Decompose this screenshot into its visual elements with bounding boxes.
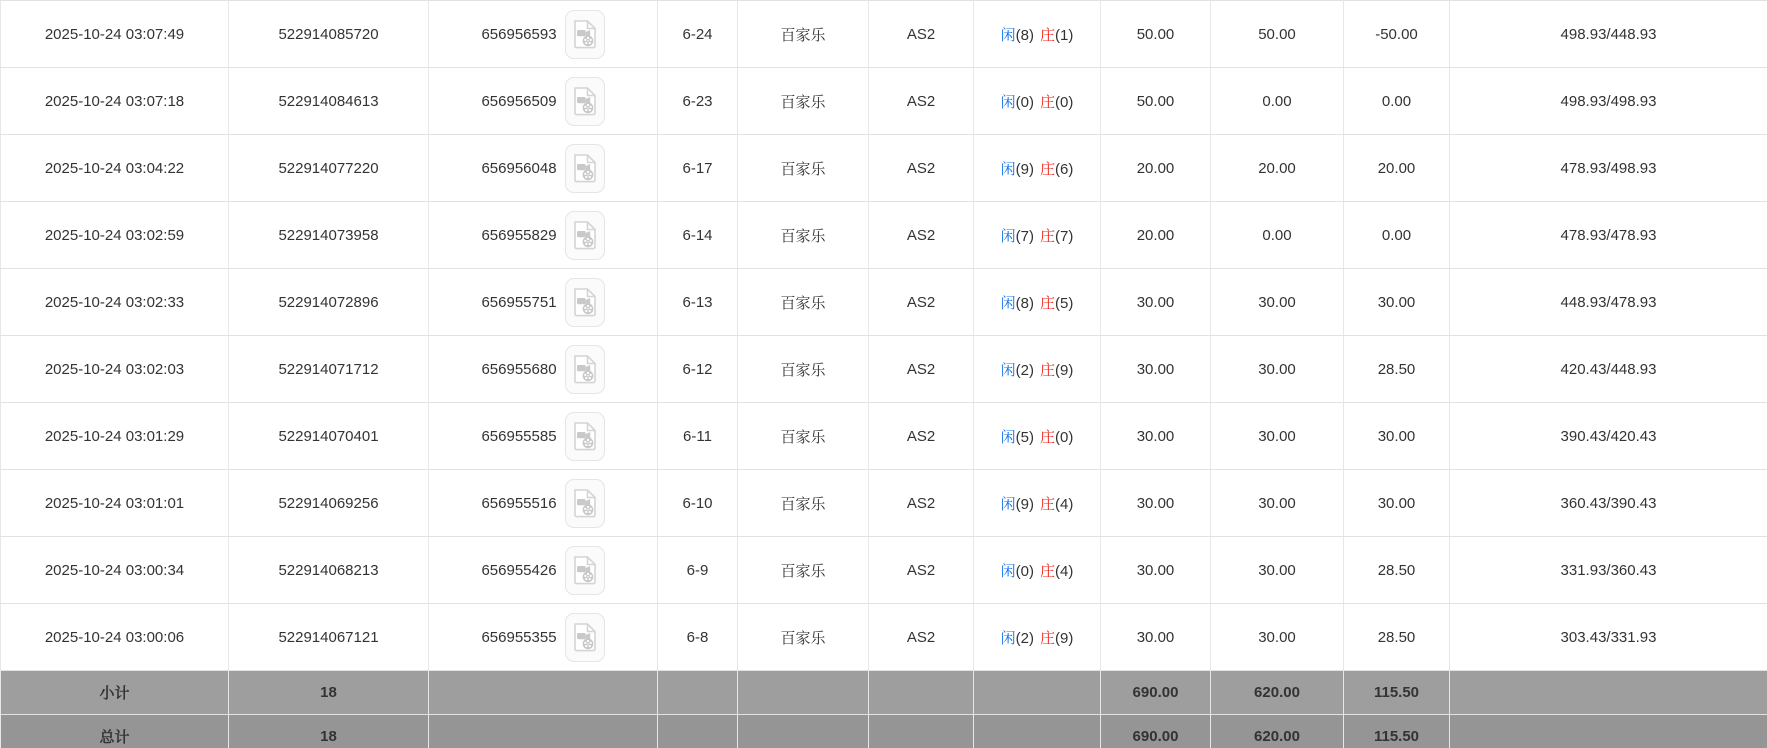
cell-balance: 420.43/448.93 [1450, 336, 1767, 403]
total-winloss: 115.50 [1344, 715, 1450, 748]
cell-result [974, 68, 1101, 135]
banker-result-points: (7) [1055, 227, 1074, 245]
cell-table-name: AS2 [869, 537, 974, 604]
player-result-label: 闲 [1000, 160, 1016, 178]
cell-game-number [429, 135, 658, 202]
cell-balance: 303.43/331.93 [1450, 604, 1767, 671]
player-result-label: 闲 [1000, 294, 1016, 312]
cell-win-loss: 20.00 [1344, 135, 1450, 202]
player-result-points: (2) [1015, 629, 1034, 647]
cell-bet-time: 2025-10-24 03:00:34 [1, 537, 229, 604]
cell-valid-amount: 50.00 [1211, 1, 1344, 68]
cell-result [974, 470, 1101, 537]
cell-win-loss: 0.00 [1344, 68, 1450, 135]
cell-valid-amount: 0.00 [1211, 68, 1344, 135]
cell-game-number [429, 269, 658, 336]
cell-round: 6-13 [658, 269, 738, 336]
cell-table-name: AS2 [869, 68, 974, 135]
video-replay-icon [572, 19, 598, 49]
game-number-text: 656955426 [481, 561, 557, 579]
cell-balance: 498.93/498.93 [1450, 68, 1767, 135]
video-replay-button[interactable] [565, 10, 605, 59]
video-replay-button[interactable] [565, 278, 605, 327]
cell-game-number [429, 1, 658, 68]
cell-order-number: 522914084613 [229, 68, 429, 135]
cell-result [974, 135, 1101, 202]
player-result-points: (2) [1015, 361, 1034, 379]
total-valid: 620.00 [1211, 715, 1344, 748]
video-replay-button[interactable] [565, 77, 605, 126]
cell-bet-amount: 30.00 [1101, 403, 1211, 470]
cell-game-type: 百家乐 [738, 604, 869, 671]
banker-result-points: (4) [1055, 562, 1074, 580]
video-replay-button[interactable] [565, 546, 605, 595]
total-count: 18 [229, 715, 429, 748]
cell-order-number: 522914073958 [229, 202, 429, 269]
cell-balance: 331.93/360.43 [1450, 537, 1767, 604]
cell-bet-amount: 50.00 [1101, 68, 1211, 135]
game-number-text: 656955829 [481, 226, 557, 244]
video-replay-icon [572, 86, 598, 116]
cell-game-type: 百家乐 [738, 336, 869, 403]
cell-game-number [429, 537, 658, 604]
video-replay-button[interactable] [565, 479, 605, 528]
cell-round: 6-24 [658, 1, 738, 68]
cell-table-name: AS2 [869, 604, 974, 671]
game-number-text: 656955355 [481, 628, 557, 646]
cell-order-number: 522914068213 [229, 537, 429, 604]
banker-result-points: (9) [1055, 361, 1074, 379]
cell-table-name: AS2 [869, 403, 974, 470]
records-tfoot [1, 671, 1767, 748]
banker-result-label: 庄 [1040, 294, 1056, 312]
game-number-text: 656956593 [481, 25, 557, 43]
video-replay-icon [572, 153, 598, 183]
total-empty-round [658, 715, 738, 748]
cell-win-loss: -50.00 [1344, 1, 1450, 68]
cell-win-loss: 28.50 [1344, 537, 1450, 604]
cell-bet-amount: 50.00 [1101, 1, 1211, 68]
cell-game-number [429, 336, 658, 403]
banker-result-points: (4) [1055, 495, 1074, 513]
cell-game-number [429, 403, 658, 470]
banker-result-label: 庄 [1040, 361, 1056, 379]
records-tbody [1, 1, 1767, 671]
cell-table-name: AS2 [869, 1, 974, 68]
video-replay-icon [572, 354, 598, 384]
cell-round: 6-10 [658, 470, 738, 537]
cell-round: 6-23 [658, 68, 738, 135]
cell-bet-amount: 30.00 [1101, 604, 1211, 671]
cell-game-type: 百家乐 [738, 537, 869, 604]
game-number-text: 656955585 [481, 427, 557, 445]
cell-table-name: AS2 [869, 269, 974, 336]
cell-order-number: 522914072896 [229, 269, 429, 336]
total-row [1, 715, 1767, 748]
video-replay-icon [572, 421, 598, 451]
cell-order-number: 522914070401 [229, 403, 429, 470]
player-result-points: (8) [1015, 26, 1034, 44]
cell-round: 6-8 [658, 604, 738, 671]
player-result-label: 闲 [1000, 26, 1016, 44]
subtotal-count: 18 [229, 671, 429, 715]
subtotal-empty-balance [1450, 671, 1767, 715]
table-row [1, 470, 1767, 537]
cell-valid-amount: 30.00 [1211, 403, 1344, 470]
cell-round: 6-17 [658, 135, 738, 202]
banker-result-points: (6) [1055, 160, 1074, 178]
cell-game-type: 百家乐 [738, 403, 869, 470]
cell-valid-amount: 30.00 [1211, 336, 1344, 403]
cell-bet-time: 2025-10-24 03:00:06 [1, 604, 229, 671]
subtotal-winloss: 115.50 [1344, 671, 1450, 715]
total-empty-balance [1450, 715, 1767, 748]
cell-valid-amount: 20.00 [1211, 135, 1344, 202]
cell-bet-time: 2025-10-24 03:02:59 [1, 202, 229, 269]
cell-balance: 390.43/420.43 [1450, 403, 1767, 470]
cell-bet-amount: 20.00 [1101, 135, 1211, 202]
game-number-text: 656956048 [481, 159, 557, 177]
banker-result-label: 庄 [1040, 495, 1056, 513]
banker-result-points: (9) [1055, 629, 1074, 647]
cell-valid-amount: 30.00 [1211, 537, 1344, 604]
video-replay-icon [572, 488, 598, 518]
banker-result-points: (1) [1055, 26, 1074, 44]
banker-result-label: 庄 [1040, 227, 1056, 245]
video-replay-icon [572, 622, 598, 652]
subtotal-empty-game [738, 671, 869, 715]
total-bet: 690.00 [1101, 715, 1211, 748]
cell-bet-amount: 30.00 [1101, 537, 1211, 604]
cell-bet-time: 2025-10-24 03:02:03 [1, 336, 229, 403]
cell-table-name: AS2 [869, 135, 974, 202]
total-label: 总计 [1, 715, 229, 748]
cell-game-type: 百家乐 [738, 1, 869, 68]
cell-valid-amount: 30.00 [1211, 604, 1344, 671]
cell-win-loss: 0.00 [1344, 202, 1450, 269]
cell-valid-amount: 30.00 [1211, 269, 1344, 336]
cell-balance: 498.93/448.93 [1450, 1, 1767, 68]
player-result-points: (9) [1015, 160, 1034, 178]
cell-balance: 478.93/478.93 [1450, 202, 1767, 269]
table-row [1, 537, 1767, 604]
cell-result [974, 269, 1101, 336]
cell-win-loss: 28.50 [1344, 604, 1450, 671]
cell-table-name: AS2 [869, 470, 974, 537]
cell-game-number [429, 202, 658, 269]
subtotal-row [1, 671, 1767, 715]
subtotal-label: 小计 [1, 671, 229, 715]
video-replay-icon [572, 287, 598, 317]
player-result-label: 闲 [1000, 428, 1016, 446]
table-row [1, 68, 1767, 135]
banker-result-label: 庄 [1040, 562, 1056, 580]
subtotal-empty-result [974, 671, 1101, 715]
cell-bet-time: 2025-10-24 03:07:18 [1, 68, 229, 135]
subtotal-empty-table [869, 671, 974, 715]
game-number-text: 656955516 [481, 494, 557, 512]
cell-bet-amount: 30.00 [1101, 269, 1211, 336]
cell-game-number [429, 68, 658, 135]
game-number-text: 656955680 [481, 360, 557, 378]
table-row [1, 336, 1767, 403]
banker-result-points: (5) [1055, 294, 1074, 312]
cell-valid-amount: 0.00 [1211, 202, 1344, 269]
cell-round: 6-12 [658, 336, 738, 403]
cell-result [974, 537, 1101, 604]
cell-order-number: 522914085720 [229, 1, 429, 68]
cell-round: 6-9 [658, 537, 738, 604]
cell-result [974, 336, 1101, 403]
banker-result-label: 庄 [1040, 160, 1056, 178]
video-replay-button[interactable] [565, 144, 605, 193]
cell-bet-time: 2025-10-24 03:01:29 [1, 403, 229, 470]
video-replay-icon [572, 220, 598, 250]
subtotal-empty-gameno [429, 671, 658, 715]
cell-game-type: 百家乐 [738, 135, 869, 202]
cell-balance: 478.93/498.93 [1450, 135, 1767, 202]
cell-bet-time: 2025-10-24 03:07:49 [1, 1, 229, 68]
cell-balance: 360.43/390.43 [1450, 470, 1767, 537]
cell-order-number: 522914067121 [229, 604, 429, 671]
cell-bet-time: 2025-10-24 03:01:01 [1, 470, 229, 537]
total-empty-gameno [429, 715, 658, 748]
cell-win-loss: 30.00 [1344, 403, 1450, 470]
player-result-points: (0) [1015, 562, 1034, 580]
table-row [1, 1, 1767, 68]
player-result-points: (9) [1015, 495, 1034, 513]
player-result-label: 闲 [1000, 227, 1016, 245]
banker-result-points: (0) [1055, 93, 1074, 111]
cell-balance: 448.93/478.93 [1450, 269, 1767, 336]
cell-bet-amount: 20.00 [1101, 202, 1211, 269]
cell-result [974, 202, 1101, 269]
cell-bet-time: 2025-10-24 03:02:33 [1, 269, 229, 336]
cell-win-loss: 30.00 [1344, 269, 1450, 336]
player-result-label: 闲 [1000, 562, 1016, 580]
table-row [1, 269, 1767, 336]
cell-win-loss: 28.50 [1344, 336, 1450, 403]
cell-game-type: 百家乐 [738, 202, 869, 269]
table-row [1, 202, 1767, 269]
player-result-points: (8) [1015, 294, 1034, 312]
table-row [1, 604, 1767, 671]
cell-table-name: AS2 [869, 202, 974, 269]
subtotal-bet: 690.00 [1101, 671, 1211, 715]
cell-order-number: 522914071712 [229, 336, 429, 403]
cell-result [974, 403, 1101, 470]
game-number-text: 656956509 [481, 92, 557, 110]
cell-win-loss: 30.00 [1344, 470, 1450, 537]
cell-game-number [429, 604, 658, 671]
cell-bet-amount: 30.00 [1101, 336, 1211, 403]
subtotal-empty-round [658, 671, 738, 715]
cell-bet-amount: 30.00 [1101, 470, 1211, 537]
video-replay-button[interactable] [565, 211, 605, 260]
game-number-text: 656955751 [481, 293, 557, 311]
player-result-label: 闲 [1000, 495, 1016, 513]
video-replay-icon [572, 555, 598, 585]
player-result-points: (5) [1015, 428, 1034, 446]
cell-result [974, 604, 1101, 671]
table-row [1, 403, 1767, 470]
player-result-label: 闲 [1000, 93, 1016, 111]
total-empty-game [738, 715, 869, 748]
cell-bet-time: 2025-10-24 03:04:22 [1, 135, 229, 202]
video-replay-button[interactable] [565, 345, 605, 394]
banker-result-label: 庄 [1040, 26, 1056, 44]
banker-result-label: 庄 [1040, 629, 1056, 647]
player-result-label: 闲 [1000, 361, 1016, 379]
video-replay-button[interactable] [565, 412, 605, 461]
total-empty-table [869, 715, 974, 748]
player-result-points: (7) [1015, 227, 1034, 245]
player-result-label: 闲 [1000, 629, 1016, 647]
banker-result-points: (0) [1055, 428, 1074, 446]
cell-round: 6-14 [658, 202, 738, 269]
cell-game-type: 百家乐 [738, 470, 869, 537]
cell-order-number: 522914069256 [229, 470, 429, 537]
cell-game-number [429, 470, 658, 537]
cell-round: 6-11 [658, 403, 738, 470]
subtotal-valid: 620.00 [1211, 671, 1344, 715]
banker-result-label: 庄 [1040, 428, 1056, 446]
player-result-points: (0) [1015, 93, 1034, 111]
cell-table-name: AS2 [869, 336, 974, 403]
table-row [1, 135, 1767, 202]
cell-game-type: 百家乐 [738, 68, 869, 135]
cell-order-number: 522914077220 [229, 135, 429, 202]
banker-result-label: 庄 [1040, 93, 1056, 111]
cell-game-type: 百家乐 [738, 269, 869, 336]
video-replay-button[interactable] [565, 613, 605, 662]
cell-result [974, 1, 1101, 68]
total-empty-result [974, 715, 1101, 748]
cell-valid-amount: 30.00 [1211, 470, 1344, 537]
